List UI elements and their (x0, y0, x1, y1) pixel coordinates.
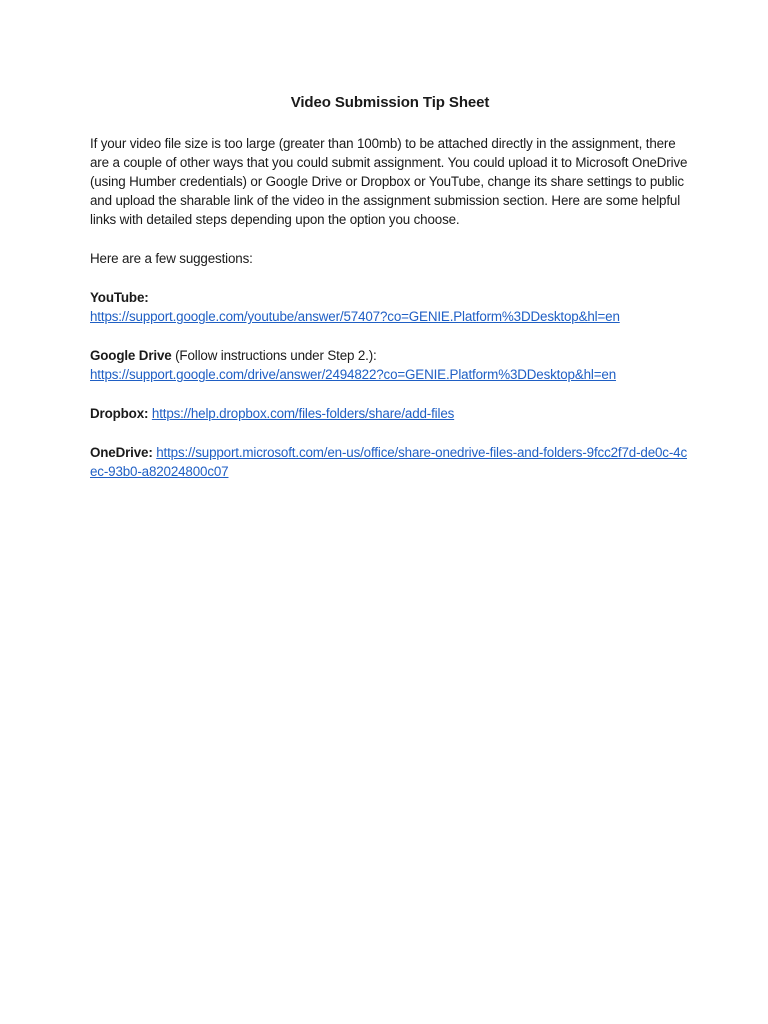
dropbox-link[interactable]: https://help.dropbox.com/files-folders/share/add-files (151, 406, 455, 422)
youtube-section (90, 289, 690, 327)
youtube-label: YouTube: (90, 290, 149, 306)
document-page (90, 93, 690, 482)
document-title: Video Submission Tip Sheet (290, 94, 490, 111)
youtube-link[interactable]: https://support.google.com/youtube/answer/57407?co=GENIE.Platform%3DDesktop&hl=en (90, 309, 620, 325)
suggestions-heading: Here are a few suggestions: (90, 250, 253, 266)
google-drive-note: (Follow instructions under Step 2.): (171, 348, 377, 364)
google-drive-link[interactable]: https://support.google.com/drive/answer/2494822?co=GENIE.Platform%3DDesktop&hl=en (90, 367, 617, 383)
onedrive-label: OneDrive: (90, 444, 153, 460)
google-drive-section (90, 347, 690, 385)
onedrive-section (90, 444, 690, 482)
dropbox-section (90, 405, 690, 424)
dropbox-label: Dropbox: (90, 406, 149, 422)
google-drive-label: Google Drive (90, 348, 172, 364)
intro-paragraph: If your video file size is too large (greater than 100mb) to be attached directly in the assignment, there are a couple of other ways that you could submit assignment. You could upload it to Microsoft OneDrive (using Humber credentials) or Google Drive or Dropbox or YouTube, change its share settings to public and upload the sharable link of the video in the assignment submission section. Here are some helpful links with detailed steps depending upon the option you choose. (90, 136, 688, 227)
onedrive-link[interactable]: https://support.microsoft.com/en-us/office/share-onedrive-files-and-folders-9fcc2f7d-de0c-4cec-93b0-a82024800c07 (90, 444, 687, 479)
